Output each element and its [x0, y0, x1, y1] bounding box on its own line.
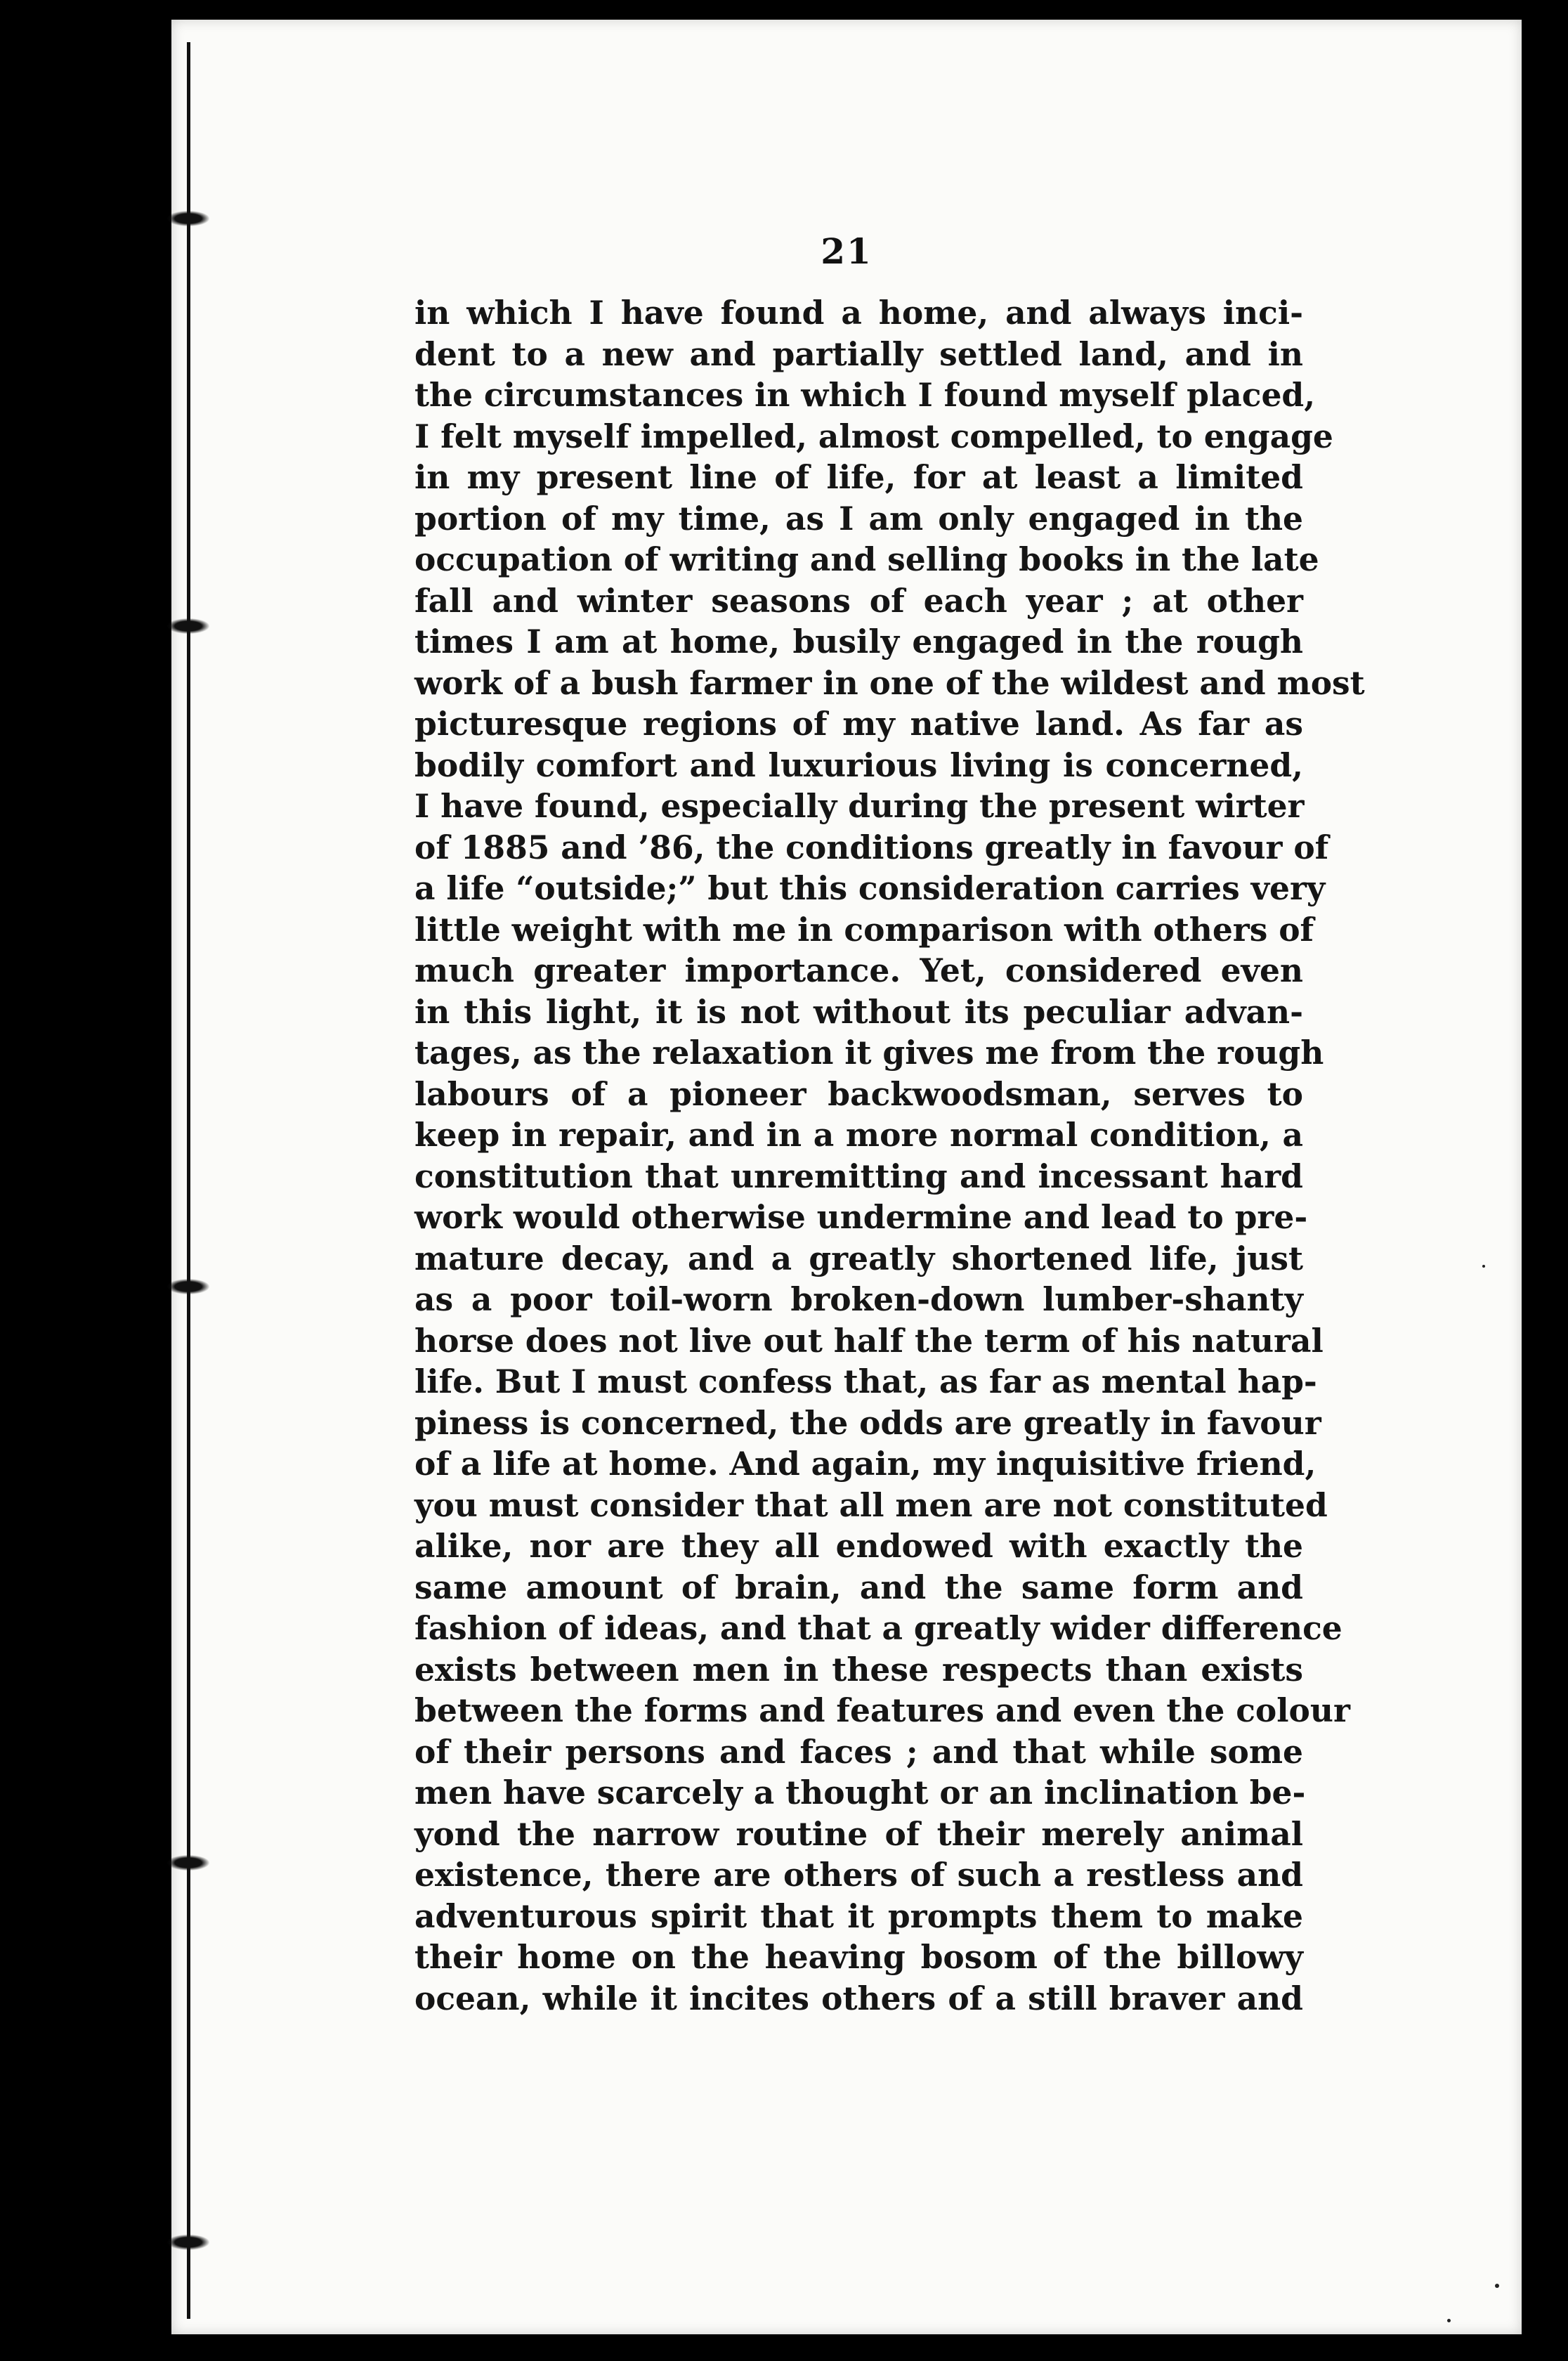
text-line: I have found, especially during the present wirter [414, 787, 1305, 825]
text-line: the circumstances in which I found myself placed, [414, 376, 1316, 414]
text-line: horse does not live out half the term of his natural [414, 1321, 1324, 1360]
text-line: ocean, while it incites others of a still braver and [414, 1979, 1303, 2017]
text-line: of a life at home. And again, my inquisitive friend, [414, 1445, 1317, 1483]
text-line: portion of my time, as I am only engaged in the [414, 499, 1303, 538]
text-line: constitution that unremitting and incessant hard [414, 1157, 1303, 1195]
scan-speck [1447, 2319, 1451, 2322]
scan-speck [1495, 2284, 1499, 2288]
text-line: labours of a pioneer backwoodsman, serves to [414, 1074, 1303, 1113]
text-line: of 1885 and ’86, the conditions greatly in favour of [414, 828, 1329, 866]
binding-stitch [167, 211, 209, 226]
text-line: piness is concerned, the odds are greatly in favour [414, 1403, 1321, 1442]
text-line: mature decay, and a greatly shortened life, just [414, 1239, 1303, 1277]
page-number: 21 [821, 230, 873, 272]
text-line: you must consider that all men are not constituted [414, 1485, 1328, 1524]
binding-stitch [167, 618, 209, 634]
text-line: much greater importance. Yet, considered even [414, 951, 1303, 989]
text-line: fashion of ideas, and that a greatly wider difference [414, 1609, 1342, 1647]
text-line: exists between men in these respects than exists [414, 1650, 1303, 1689]
text-line: in which I have found a home, and always inci- [414, 294, 1303, 332]
text-line: work would otherwise undermine and lead to pre- [414, 1198, 1308, 1236]
text-line: between the forms and features and even the colour [414, 1691, 1350, 1729]
text-line: fall and winter seasons of each year ; at other [414, 581, 1303, 620]
text-line: a life “outside;” but this consideration carries very [414, 869, 1326, 907]
text-line: bodily comfort and luxurious living is concerned, [414, 746, 1303, 784]
text-line: picturesque regions of my native land. As far as [414, 705, 1303, 743]
binding-stitch [167, 2235, 209, 2250]
binding-stitch [167, 1855, 209, 1871]
text-line: I felt myself impelled, almost compelled, to engage [414, 417, 1333, 455]
binding-thread-line [187, 42, 190, 2319]
text-line: as a poor toil-worn broken-down lumber-shanty [414, 1280, 1303, 1318]
text-line: in this light, it is not without its peculiar advan- [414, 992, 1303, 1031]
text-line: keep in repair, and in a more normal condition, a [414, 1116, 1303, 1154]
body-text [414, 292, 1365, 2019]
text-line: occupation of writing and selling books in the late [414, 540, 1319, 578]
text-line: dent to a new and partially settled land, and in [414, 334, 1303, 373]
text-line: tages, as the relaxation it gives me from the rough [414, 1034, 1324, 1072]
scan-speck [1482, 1265, 1485, 1268]
text-line: adventurous spirit that it prompts them to make [414, 1897, 1303, 1935]
text-line: in my present line of life, for at least a limited [414, 458, 1303, 496]
text-line: same amount of brain, and the same form and [414, 1568, 1303, 1606]
text-line: yond the narrow routine of their merely animal [414, 1814, 1303, 1853]
text-line: times I am at home, busily engaged in the rough [414, 623, 1303, 661]
text-line: life. But I must confess that, as far as mental hap- [414, 1362, 1317, 1400]
text-line: men have scarcely a thought or an inclination be- [414, 1774, 1306, 1812]
text-line: their home on the heaving bosom of the billowy [414, 1938, 1303, 1976]
binding-stitch [167, 1279, 209, 1294]
text-line: little weight with me in comparison with others of [414, 910, 1314, 949]
binding-thread [185, 42, 192, 2319]
text-line: existence, there are others of such a restless and [414, 1856, 1303, 1894]
text-line: of their persons and faces ; and that while some [414, 1732, 1303, 1771]
text-line: alike, nor are they all endowed with exactly the [414, 1527, 1303, 1565]
text-line: work of a bush farmer in one of the wildest and most [414, 663, 1365, 702]
